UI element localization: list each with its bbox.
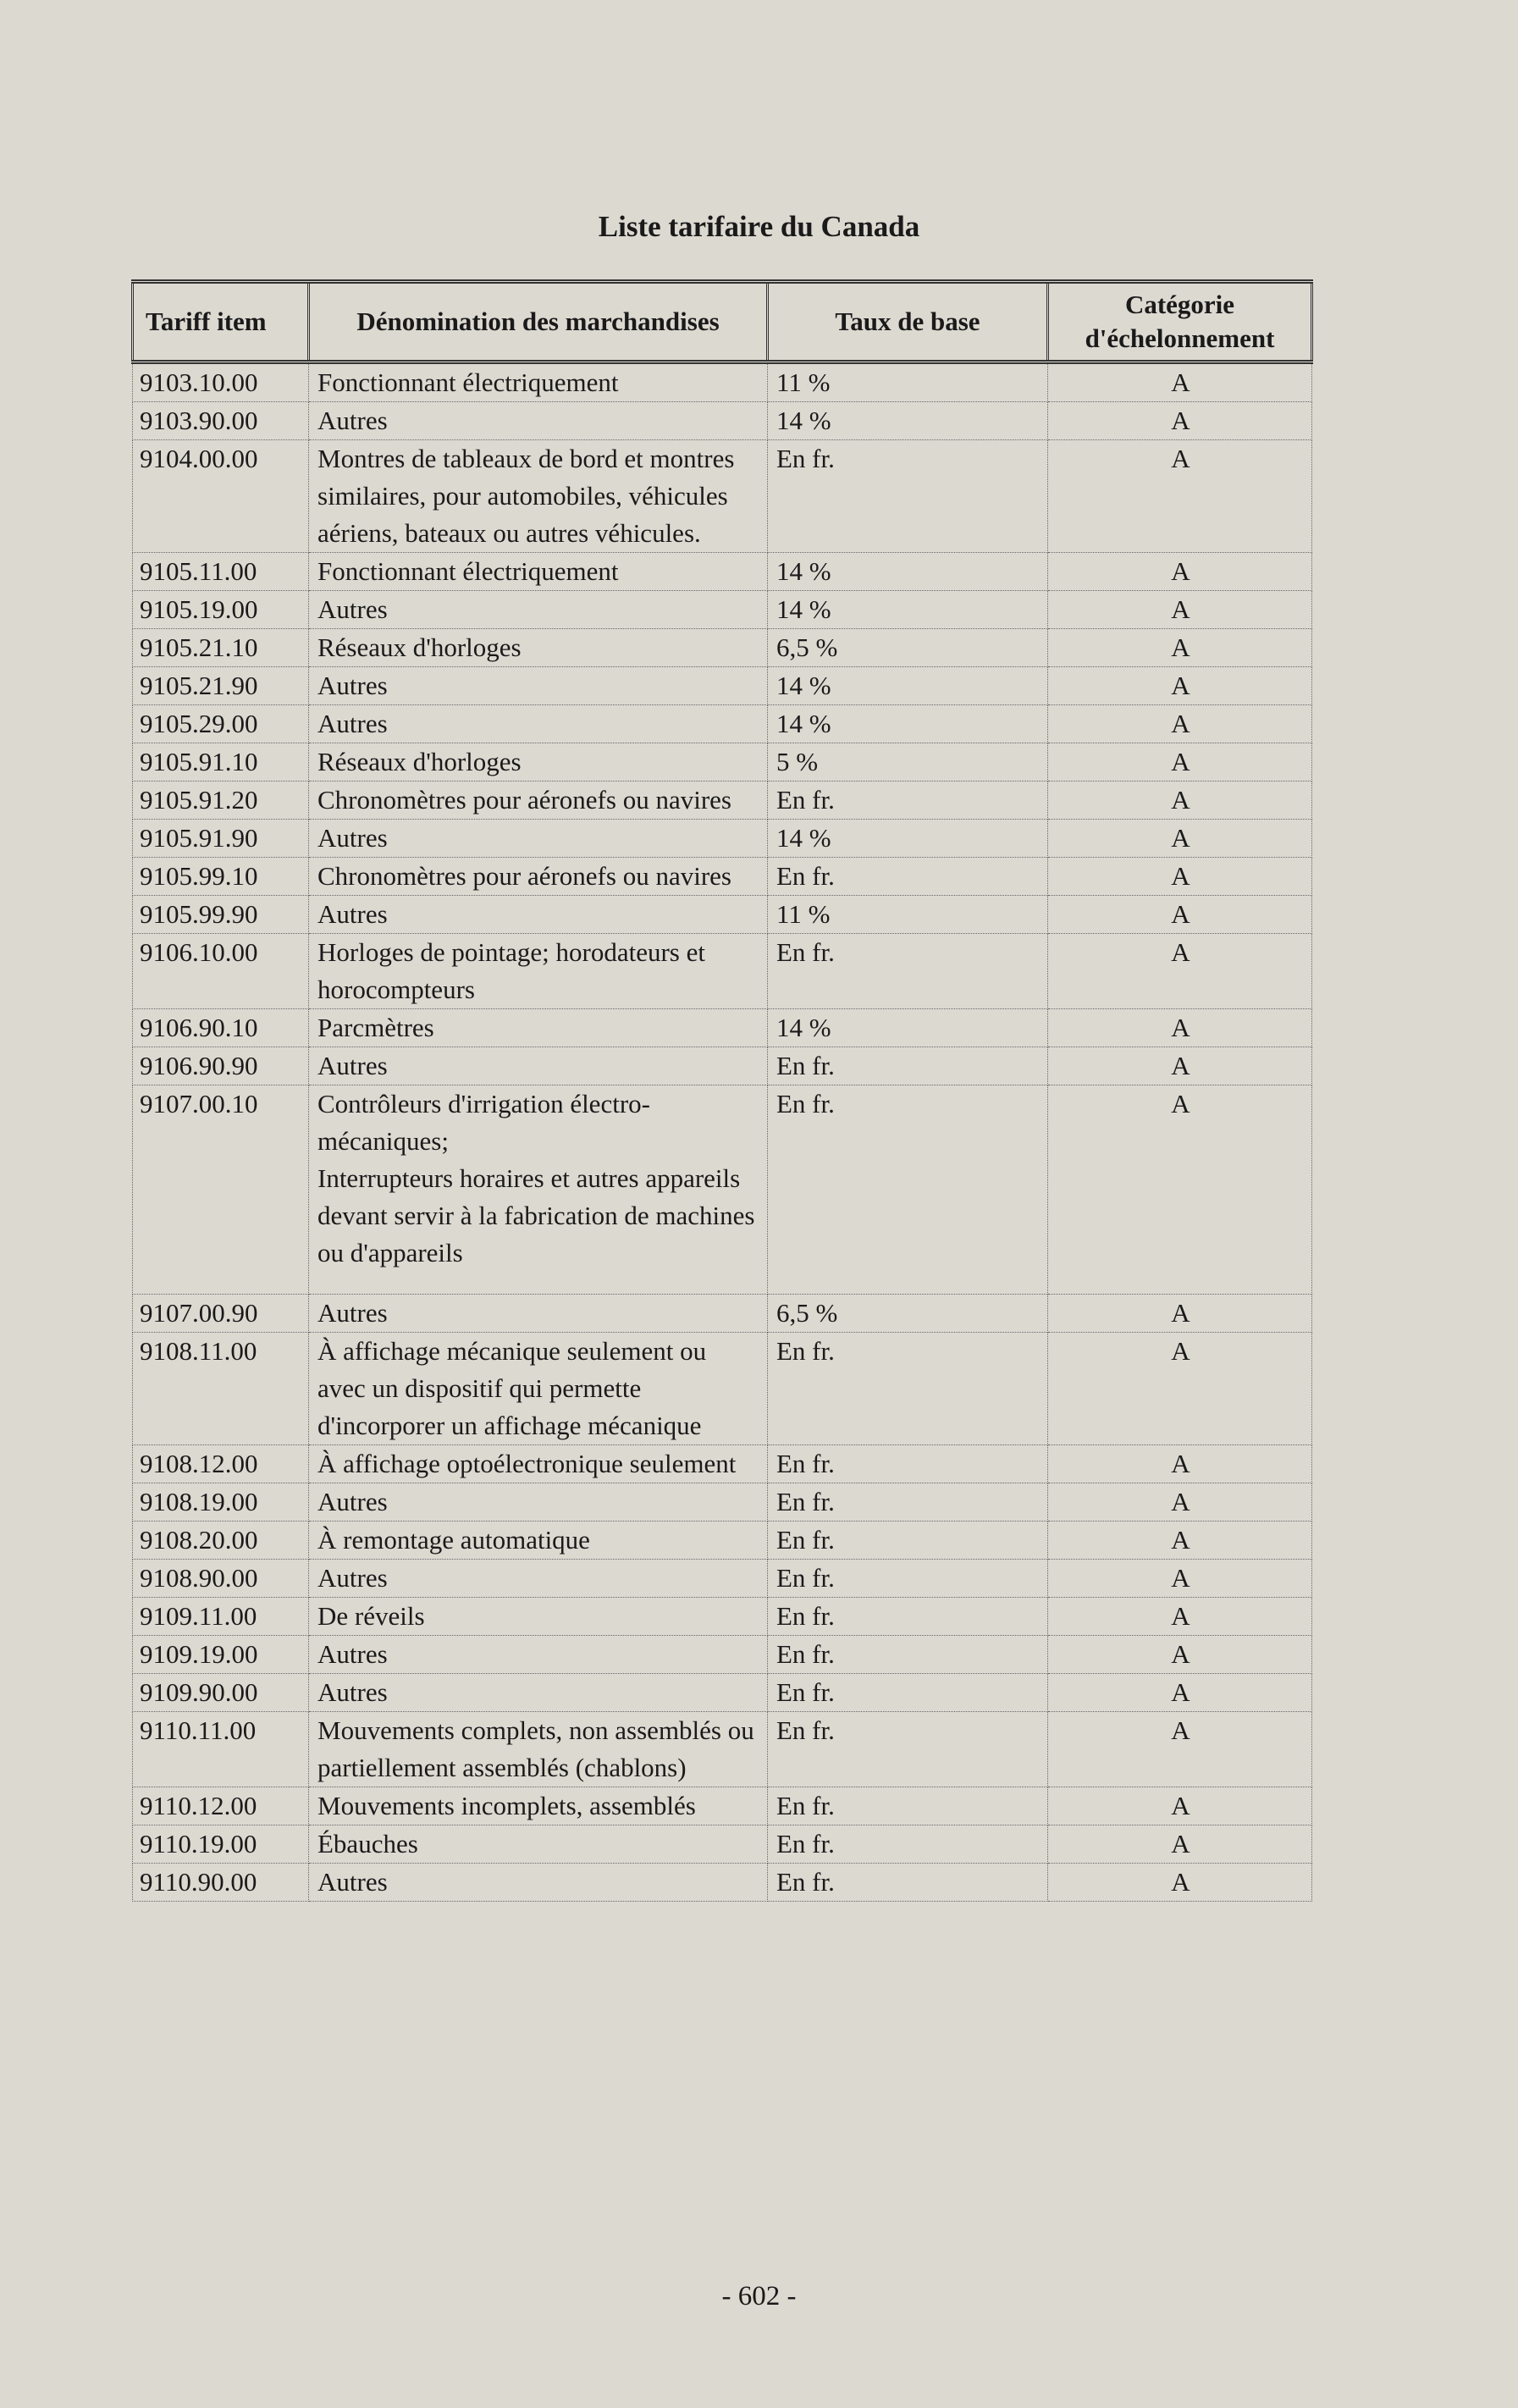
description-line: Contrôleurs d'irrigation électro-mécaniques; <box>317 1089 650 1156</box>
table-row <box>133 553 1312 591</box>
base-rate-cell: En fr. <box>768 858 1048 896</box>
table-row <box>133 1560 1312 1598</box>
tariff-item-cell: 9105.91.90 <box>133 820 309 858</box>
page-number: - 602 - <box>721 2281 797 2311</box>
table-row <box>133 362 1312 402</box>
description-cell: Autres <box>309 591 768 629</box>
table-row <box>133 743 1312 781</box>
table-row <box>133 781 1312 820</box>
category-cell: A <box>1048 858 1312 896</box>
table-row <box>133 1864 1312 1902</box>
base-rate-cell: En fr. <box>768 1598 1048 1636</box>
description-cell: À affichage optoélectronique seulement <box>309 1445 768 1483</box>
tariff-item-cell: 9105.29.00 <box>133 705 309 743</box>
category-cell: A <box>1048 667 1312 705</box>
description-cell: Réseaux d'horloges <box>309 743 768 781</box>
base-rate-cell: 6,5 % <box>768 629 1048 667</box>
table-row <box>133 1483 1312 1522</box>
table-row <box>133 1009 1312 1047</box>
table-header <box>133 282 1312 362</box>
table-row <box>133 591 1312 629</box>
description-cell: À affichage mécanique seulement ou avec un dispositif qui permette d'incorporer un affichage mécanique <box>309 1333 768 1445</box>
table-row <box>133 440 1312 553</box>
category-cell: A <box>1048 1483 1312 1522</box>
category-cell: A <box>1048 1047 1312 1085</box>
base-rate-cell: 14 % <box>768 553 1048 591</box>
table-row <box>133 820 1312 858</box>
category-cell: A <box>1048 705 1312 743</box>
table-row <box>133 1825 1312 1864</box>
category-cell: A <box>1048 1560 1312 1598</box>
tariff-item-cell: 9107.00.90 <box>133 1295 309 1333</box>
category-cell: A <box>1048 934 1312 1009</box>
category-cell: A <box>1048 402 1312 440</box>
base-rate-cell: 14 % <box>768 667 1048 705</box>
category-cell: A <box>1048 1295 1312 1333</box>
table-row <box>133 1047 1312 1085</box>
base-rate-cell: 14 % <box>768 1009 1048 1047</box>
description-cell: Mouvements complets, non assemblés ou partiellement assemblés (chablons) <box>309 1712 768 1787</box>
base-rate-cell: 11 % <box>768 362 1048 402</box>
category-cell: A <box>1048 629 1312 667</box>
base-rate-cell: En fr. <box>768 1522 1048 1560</box>
table-row <box>133 629 1312 667</box>
description-cell: Autres <box>309 705 768 743</box>
description-cell <box>309 1085 768 1295</box>
tariff-item-cell: 9105.99.10 <box>133 858 309 896</box>
table-row <box>133 667 1312 705</box>
category-cell: A <box>1048 1825 1312 1864</box>
tariff-item-cell: 9109.90.00 <box>133 1674 309 1712</box>
description-cell: Autres <box>309 1295 768 1333</box>
table-row <box>133 1712 1312 1787</box>
tariff-item-cell: 9103.90.00 <box>133 402 309 440</box>
tariff-item-cell: 9105.11.00 <box>133 553 309 591</box>
description-cell: Réseaux d'horloges <box>309 629 768 667</box>
description-cell: Autres <box>309 667 768 705</box>
category-cell: A <box>1048 1674 1312 1712</box>
table-row <box>133 1333 1312 1445</box>
description-cell: Chronomètres pour aéronefs ou navires <box>309 781 768 820</box>
tariff-item-cell: 9110.90.00 <box>133 1864 309 1902</box>
table-row <box>133 705 1312 743</box>
base-rate-cell: En fr. <box>768 1674 1048 1712</box>
tariff-item-cell: 9110.11.00 <box>133 1712 309 1787</box>
tariff-item-cell: 9105.99.90 <box>133 896 309 934</box>
base-rate-cell: En fr. <box>768 1047 1048 1085</box>
tariff-item-cell: 9110.12.00 <box>133 1787 309 1825</box>
tariff-item-cell: 9105.21.90 <box>133 667 309 705</box>
tariff-item-cell: 9108.19.00 <box>133 1483 309 1522</box>
tariff-item-cell: 9109.19.00 <box>133 1636 309 1674</box>
tariff-item-cell: 9106.10.00 <box>133 934 309 1009</box>
description-cell: Montres de tableaux de bord et montres similaires, pour automobiles, véhicules aériens, bateaux ou autres véhicules. <box>309 440 768 553</box>
base-rate-cell: En fr. <box>768 1636 1048 1674</box>
tariff-item-cell: 9108.11.00 <box>133 1333 309 1445</box>
category-cell: A <box>1048 1009 1312 1047</box>
tariff-item-cell: 9108.12.00 <box>133 1445 309 1483</box>
tariff-item-cell: 9105.21.10 <box>133 629 309 667</box>
description-cell: Horloges de pointage; horodateurs et horocompteurs <box>309 934 768 1009</box>
tariff-item-cell: 9108.90.00 <box>133 1560 309 1598</box>
category-cell: A <box>1048 1712 1312 1787</box>
tariff-item-cell: 9105.19.00 <box>133 591 309 629</box>
base-rate-cell: 14 % <box>768 402 1048 440</box>
description-cell: De réveils <box>309 1598 768 1636</box>
category-cell: A <box>1048 1445 1312 1483</box>
header-category <box>1048 282 1312 362</box>
description-cell: Autres <box>309 402 768 440</box>
category-cell: A <box>1048 362 1312 402</box>
table-row <box>133 1598 1312 1636</box>
description-cell: Autres <box>309 1674 768 1712</box>
tariff-item-cell: 9105.91.10 <box>133 743 309 781</box>
base-rate-cell: En fr. <box>768 934 1048 1009</box>
description-cell: Chronomètres pour aéronefs ou navires <box>309 858 768 896</box>
category-cell: A <box>1048 1598 1312 1636</box>
base-rate-cell: En fr. <box>768 1712 1048 1787</box>
description-cell: Autres <box>309 1560 768 1598</box>
description-cell: Autres <box>309 1047 768 1085</box>
table-row <box>133 1295 1312 1333</box>
table-row <box>133 858 1312 896</box>
table-row <box>133 402 1312 440</box>
header-category-line2: d'échelonnement <box>1085 323 1275 353</box>
category-cell: A <box>1048 591 1312 629</box>
category-cell: A <box>1048 820 1312 858</box>
header-row <box>133 282 1312 362</box>
tariff-item-cell: 9109.11.00 <box>133 1598 309 1636</box>
category-cell: A <box>1048 1085 1312 1295</box>
category-cell: A <box>1048 440 1312 553</box>
category-cell: A <box>1048 1636 1312 1674</box>
description-cell: Autres <box>309 1483 768 1522</box>
description-cell: Fonctionnant électriquement <box>309 362 768 402</box>
table-row <box>133 896 1312 934</box>
base-rate-cell: En fr. <box>768 1333 1048 1445</box>
category-cell: A <box>1048 781 1312 820</box>
description-cell: Autres <box>309 820 768 858</box>
base-rate-cell: 14 % <box>768 820 1048 858</box>
base-rate-cell: En fr. <box>768 1445 1048 1483</box>
tariff-item-cell: 9107.00.10 <box>133 1085 309 1295</box>
base-rate-cell: En fr. <box>768 1483 1048 1522</box>
category-cell: A <box>1048 743 1312 781</box>
base-rate-cell: 14 % <box>768 591 1048 629</box>
tariff-item-cell: 9106.90.90 <box>133 1047 309 1085</box>
category-cell: A <box>1048 1864 1312 1902</box>
base-rate-cell: 14 % <box>768 705 1048 743</box>
tariff-item-cell: 9103.10.00 <box>133 362 309 402</box>
description-cell: À remontage automatique <box>309 1522 768 1560</box>
tariff-item-cell: 9105.91.20 <box>133 781 309 820</box>
tariff-item-cell: 9110.19.00 <box>133 1825 309 1864</box>
category-cell: A <box>1048 553 1312 591</box>
category-cell: A <box>1048 896 1312 934</box>
header-base-rate: Taux de base <box>768 282 1048 362</box>
base-rate-cell: En fr. <box>768 1864 1048 1902</box>
tariff-table-container <box>131 279 1311 1902</box>
base-rate-cell: 11 % <box>768 896 1048 934</box>
base-rate-cell: En fr. <box>768 1825 1048 1864</box>
description-cell: Mouvements incomplets, assemblés <box>309 1787 768 1825</box>
page-title: Liste tarifaire du Canada <box>598 210 920 243</box>
header-category-line1: Catégorie <box>1124 290 1235 319</box>
table-body <box>133 362 1312 1902</box>
description-cell: Ébauches <box>309 1825 768 1864</box>
tariff-item-cell: 9104.00.00 <box>133 440 309 553</box>
base-rate-cell: 6,5 % <box>768 1295 1048 1333</box>
table-row <box>133 1674 1312 1712</box>
base-rate-cell: En fr. <box>768 1787 1048 1825</box>
description-cell: Autres <box>309 896 768 934</box>
table-row <box>133 1522 1312 1560</box>
description-line: Interrupteurs horaires et autres appareils devant servir à la fabrication de machines ou d'appareils <box>317 1163 755 1268</box>
table-row <box>133 1636 1312 1674</box>
header-tariff-item: Tariff item <box>133 282 309 362</box>
tariff-table <box>131 279 1313 1902</box>
base-rate-cell: En fr. <box>768 1560 1048 1598</box>
table-row <box>133 1445 1312 1483</box>
category-cell: A <box>1048 1333 1312 1445</box>
tariff-item-cell: 9108.20.00 <box>133 1522 309 1560</box>
base-rate-cell: En fr. <box>768 1085 1048 1295</box>
tariff-item-cell: 9106.90.10 <box>133 1009 309 1047</box>
description-cell: Autres <box>309 1864 768 1902</box>
description-cell: Autres <box>309 1636 768 1674</box>
table-row <box>133 1085 1312 1295</box>
base-rate-cell: 5 % <box>768 743 1048 781</box>
category-cell: A <box>1048 1522 1312 1560</box>
description-cell: Fonctionnant électriquement <box>309 553 768 591</box>
base-rate-cell: En fr. <box>768 781 1048 820</box>
table-row <box>133 934 1312 1009</box>
category-cell: A <box>1048 1787 1312 1825</box>
description-cell: Parcmètres <box>309 1009 768 1047</box>
header-description: Dénomination des marchandises <box>309 282 768 362</box>
table-row <box>133 1787 1312 1825</box>
base-rate-cell: En fr. <box>768 440 1048 553</box>
